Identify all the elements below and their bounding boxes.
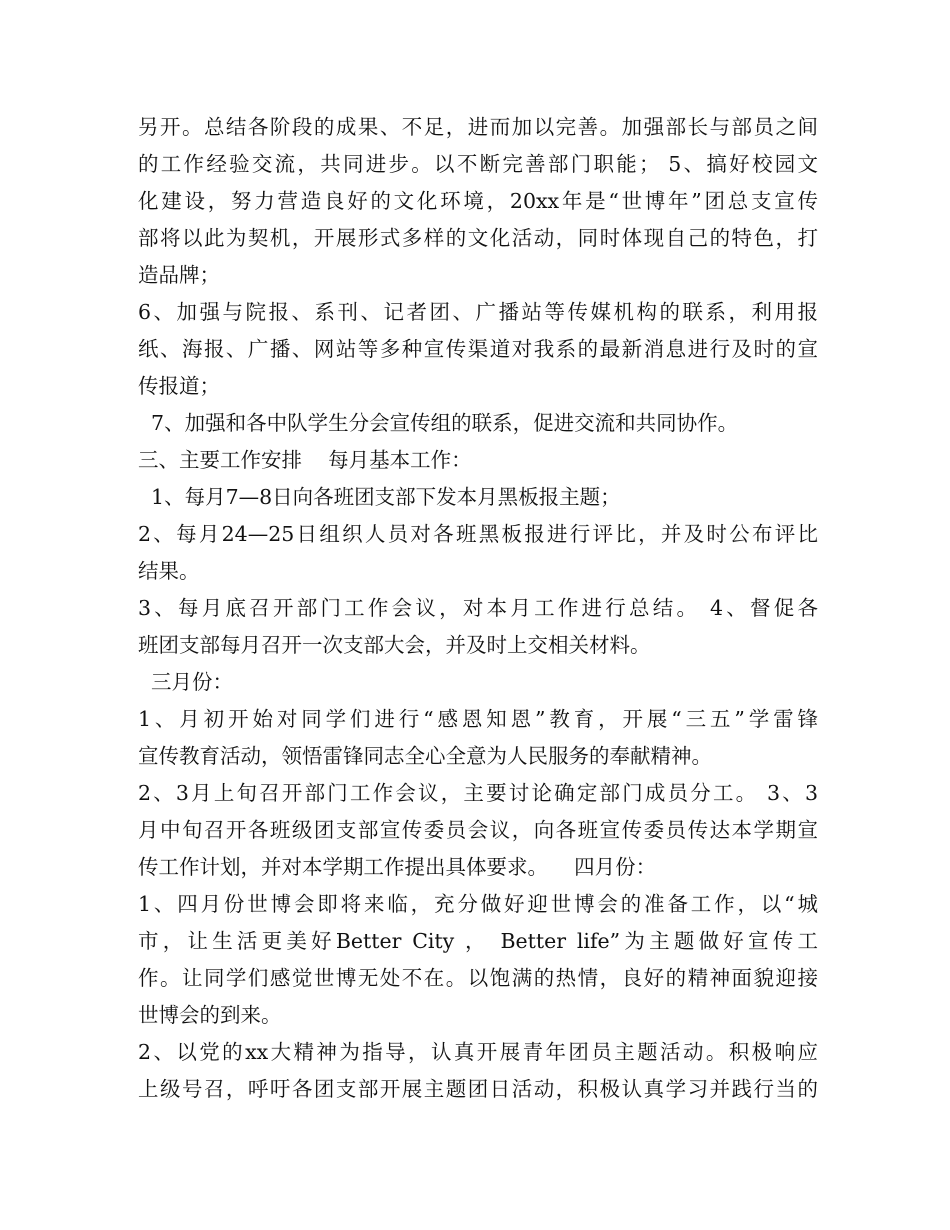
text-line: 1、四月份世博会即将来临，充分做好迎世博会的准备工作，以“城 [138, 892, 818, 916]
text-line: 上级号召，呼吁各团支部开展主题团日活动，积极认真学习并践行当的 [138, 1077, 818, 1101]
text-line: 班团支部每月召开一次支部大会，并及时上交相关材料。 [138, 633, 651, 657]
text-line: 作。让同学们感觉世博无处不在。以饱满的热情，良好的精神面貌迎接 [138, 966, 818, 990]
text-line: 市，让生活更美好Better City ， Better life”为主题做好宣传工 [138, 929, 818, 953]
document-body [138, 109, 818, 1108]
text-line: 月中旬召开各班级团支部宣传委员会议，向各班宣传委员传达本学期宣 [138, 818, 818, 842]
text-line: 宣传教育活动，领悟雷锋同志全心全意为人民服务的奉献精神。 [138, 744, 712, 768]
text-line: 结果。 [138, 559, 200, 583]
text-line: 1、月初开始对同学们进行“感恩知恩”教育，开展“三五”学雷锋 [138, 707, 818, 731]
text-line: 传报道； [138, 374, 220, 398]
text-line: 世博会的到来。 [138, 1003, 282, 1027]
text-line: 另开。总结各阶段的成果、不足，进而加以完善。加强部长与部员之间 [138, 115, 818, 139]
text-line: 1、每月7—8日向各班团支部下发本月黑板报主题； [138, 485, 621, 509]
text-line: 纸、海报、广播、网站等多种宣传渠道对我系的最新消息进行及时的宣 [138, 337, 818, 361]
month-heading: 三月份： [138, 670, 234, 694]
text-line: 2、每月24—25日组织人员对各班黑板报进行评比，并及时公布评比 [138, 522, 818, 546]
text-line: 造品牌； [138, 263, 220, 287]
text-line: 2、3月上旬召开部门工作会议，主要讨论确定部门成员分工。 3、3 [138, 781, 818, 805]
text-line: 部将以此为契机，开展形式多样的文化活动，同时体现自己的特色，打 [138, 226, 818, 250]
text-line: 2、以党的xx大精神为指导，认真开展青年团员主题活动。积极响应 [138, 1040, 818, 1064]
text-line: 6、加强与院报、系刊、记者团、广播站等传媒机构的联系，利用报 [138, 300, 818, 324]
text-line: 传工作计划，并对本学期工作提出具体要求。 四月份： [138, 855, 657, 879]
text-line: 的工作经验交流，共同进步。以不断完善部门职能； 5、搞好校园文 [138, 152, 818, 176]
text-line: 7、加强和各中队学生分会宣传组的联系，促进交流和共同协作。 [138, 411, 739, 435]
text-line: 3、每月底召开部门工作会议，对本月工作进行总结。 4、督促各 [138, 596, 818, 620]
text-line: 化建设，努力营造良好的文化环境，20xx年是“世博年”团总支宣传 [138, 189, 818, 213]
section-heading: 三、主要工作安排 每月基本工作： [138, 448, 472, 472]
